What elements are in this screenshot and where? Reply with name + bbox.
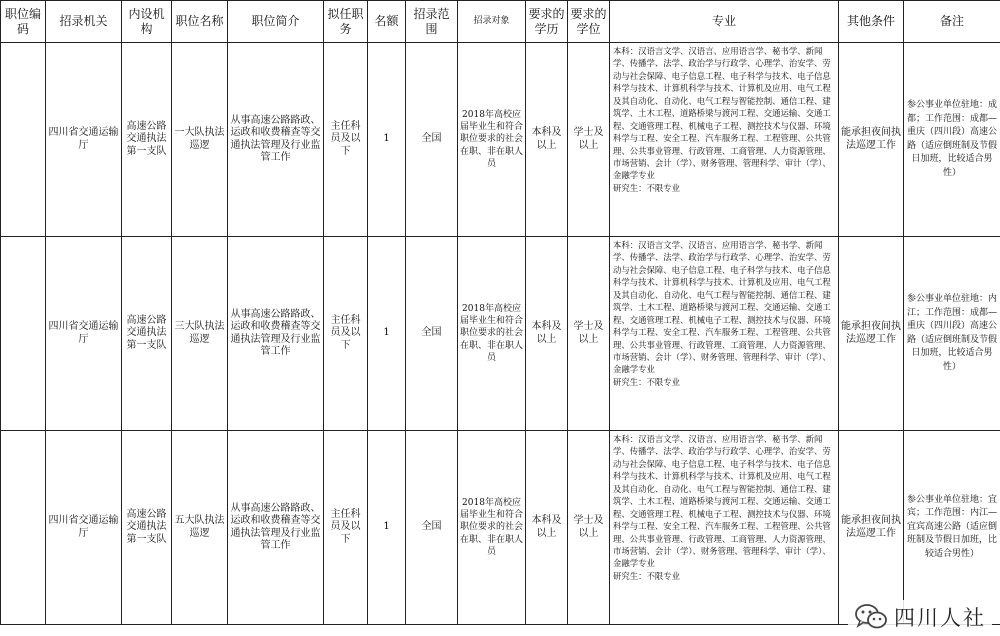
- cell-degree: 学士及以上: [568, 43, 610, 237]
- cell-other: 能承担夜间执法巡逻工作: [839, 237, 904, 431]
- cell-rank: 主任科员及以下: [324, 237, 368, 431]
- cell-code: [1, 43, 46, 237]
- header-agency: 招录机关: [46, 1, 122, 43]
- cell-position: 一大队执法巡逻: [172, 43, 228, 237]
- major-undergrad: 本科：汉语言文学、汉语言、应用语言学、秘书学、新闻学、传播学、法学、政治学与行政学、心理学、治安学、劳动与社会保障、电子信息工程、电子科学与技术、电子信息科学与技术、计算机科学与技术、计算机及应用、电气工程及其自动化、自动化、电气工程与智能控制、通信工程、建筑学、土木工程、道路桥梁与渡河工程、交通运输、交通工程、交通管理工程、机械电子工程、测控技术与仪器、环境科学与工程、安全工程、汽车服务工程、工程管理、公共管理、公共事业管理、行政管理、工商管理、人力资源管理、市场营销、会计（学）、财务管理、管理科学、审计（学）、金融学专业: [613, 240, 831, 375]
- cell-rank: 主任科员及以下: [324, 43, 368, 237]
- header-intro: 职位简介: [228, 1, 324, 43]
- cell-major: [610, 237, 839, 431]
- cell-intro: 从事高速公路路政、运政和收费稽查等交通执法管理及行业监管工作: [228, 43, 324, 237]
- cell-remark: 参公事业单位驻地：内江；工作范围：成都—重庆（四川段）高速公路（适应倒班制及节假日加班，比较适合男性）: [904, 237, 1000, 431]
- cell-other: 能承担夜间执法巡逻工作: [839, 43, 904, 237]
- cell-target: 2018年高校应届毕业生和符合职位要求的社会在职、非在职人员: [458, 43, 526, 237]
- cell-code: [1, 237, 46, 431]
- cell-internal: 高速公路交通执法第一支队: [122, 43, 172, 237]
- cell-agency: 四川省交通运输厅: [46, 43, 122, 237]
- cell-scope: 全国: [406, 237, 458, 431]
- watermark: [848, 600, 992, 634]
- table-row: [1, 237, 1000, 431]
- header-degree: 要求的学位: [568, 1, 610, 43]
- cell-internal: 高速公路交通执法第一支队: [122, 431, 172, 625]
- header-remark: 备注: [904, 1, 1000, 43]
- header-code: 职位编码: [1, 1, 46, 43]
- cell-agency: 四川省交通运输厅: [46, 431, 122, 625]
- major-graduate: 研究生：不限专业: [613, 570, 680, 581]
- header-count: 名额: [368, 1, 406, 43]
- cell-major: [610, 43, 839, 237]
- major-graduate: 研究生：不限专业: [613, 182, 680, 193]
- cell-internal: 高速公路交通执法第一支队: [122, 237, 172, 431]
- watermark-text: 四川人社: [894, 606, 986, 630]
- cell-rank: 主任科员及以下: [324, 431, 368, 625]
- cell-count: 1: [368, 237, 406, 431]
- header-rank: 拟任职务: [324, 1, 368, 43]
- cell-agency: 四川省交通运输厅: [46, 237, 122, 431]
- cell-education: 本科及以上: [526, 237, 568, 431]
- cell-remark: 参公事业单位驻地：成都；工作范围：成都—重庆（四川段）高速公路（适应倒班制及节假日加班，比较适合男性）: [904, 43, 1000, 237]
- major-undergrad: 本科：汉语言文学、汉语言、应用语言学、秘书学、新闻学、传播学、法学、政治学与行政学、心理学、治安学、劳动与社会保障、电子信息工程、电子科学与技术、电子信息科学与技术、计算机科学与技术、计算机及应用、电气工程及其自动化、自动化、电气工程与智能控制、通信工程、建筑学、土木工程、道路桥梁与渡河工程、交通运输、交通工程、交通管理工程、机械电子工程、测控技术与仪器、环境科学与工程、安全工程、汽车服务工程、工程管理、公共管理、公共事业管理、行政管理、工商管理、人力资源管理、市场营销、会计（学）、财务管理、管理科学、审计（学）、金融学专业: [613, 434, 831, 569]
- header-internal: 内设机构: [122, 1, 172, 43]
- cell-target: 2018年高校应届毕业生和符合职位要求的社会在职、非在职人员: [458, 237, 526, 431]
- cell-intro: 从事高速公路路政、运政和收费稽查等交通执法管理及行业监管工作: [228, 237, 324, 431]
- header-target: 招录对象: [458, 1, 526, 43]
- cell-position: 三大队执法巡逻: [172, 237, 228, 431]
- header-major: 专业: [610, 1, 839, 43]
- wechat-logo-icon: [854, 603, 888, 631]
- header-scope: 招录范围: [406, 1, 458, 43]
- cell-position: 五大队执法巡逻: [172, 431, 228, 625]
- header-other: 其他条件: [839, 1, 904, 43]
- cell-scope: 全国: [406, 431, 458, 625]
- cell-scope: 全国: [406, 43, 458, 237]
- cell-code: [1, 431, 46, 625]
- header-row: [1, 1, 1000, 43]
- cell-education: 本科及以上: [526, 431, 568, 625]
- header-education: 要求的学历: [526, 1, 568, 43]
- cell-degree: 学士及以上: [568, 431, 610, 625]
- cell-remark: 参公事业单位驻地：宜宾；工作范围：内江—宜宾高速公路（适应倒班制及节假日加班，比较适合男性）: [904, 431, 1000, 625]
- major-graduate: 研究生：不限专业: [613, 376, 680, 387]
- cell-target: 2018年高校应届毕业生和符合职位要求的社会在职、非在职人员: [458, 431, 526, 625]
- header-position: 职位名称: [172, 1, 228, 43]
- cell-intro: 从事高速公路路政、运政和收费稽查等交通执法管理及行业监管工作: [228, 431, 324, 625]
- cell-count: 1: [368, 43, 406, 237]
- table-row: [1, 43, 1000, 237]
- cell-count: 1: [368, 431, 406, 625]
- cell-major: [610, 431, 839, 625]
- major-undergrad: 本科：汉语言文学、汉语言、应用语言学、秘书学、新闻学、传播学、法学、政治学与行政学、心理学、治安学、劳动与社会保障、电子信息工程、电子科学与技术、电子信息科学与技术、计算机科学与技术、计算机及应用、电气工程及其自动化、自动化、电气工程与智能控制、通信工程、建筑学、土木工程、道路桥梁与渡河工程、交通运输、交通工程、交通管理工程、机械电子工程、测控技术与仪器、环境科学与工程、安全工程、汽车服务工程、工程管理、公共管理、公共事业管理、行政管理、工商管理、人力资源管理、市场营销、会计（学）、财务管理、管理科学、审计（学）、金融学专业: [613, 46, 831, 181]
- cell-education: 本科及以上: [526, 43, 568, 237]
- table-row: [1, 431, 1000, 625]
- cell-other: 能承担夜间执法巡逻工作: [839, 431, 904, 625]
- cell-degree: 学士及以上: [568, 237, 610, 431]
